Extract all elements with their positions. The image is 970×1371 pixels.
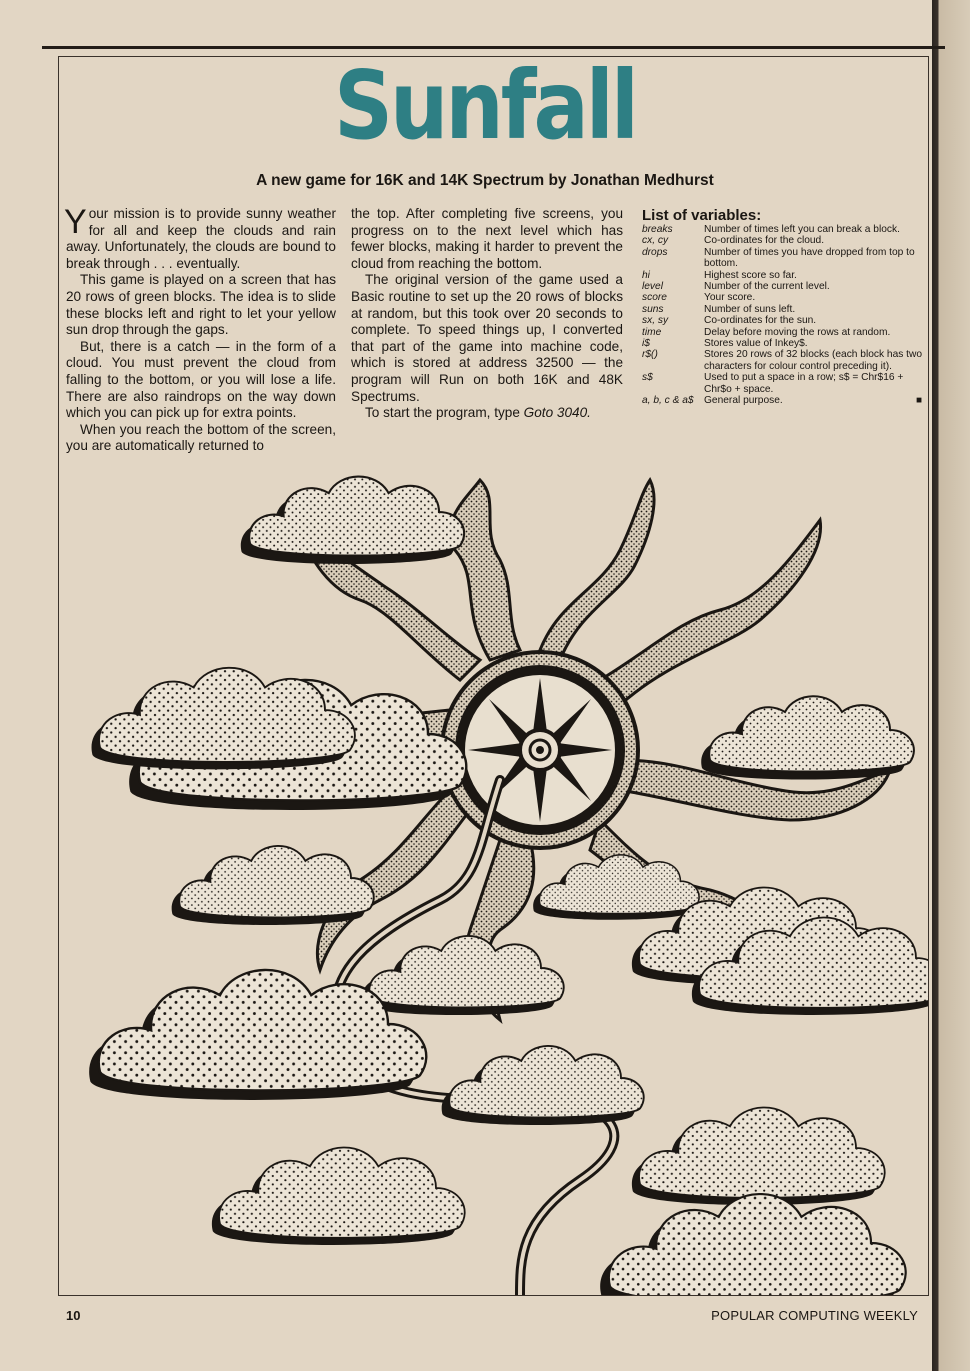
variable-name: a, b, c & a$ [642,395,694,407]
page-gutter-edge [932,0,970,1371]
paragraph-2: This game is played on a screen that has 20 rows of green blocks. The idea is to slide these blocks left and right to let your yellow sun drop through the gaps. [66,272,336,338]
variable-description: Number of suns left. [704,303,796,315]
variable-description: Number of the current level. [704,281,830,293]
variable-description: Delay before moving the rows at random. [704,326,891,338]
page-number: 10 [66,1308,81,1323]
publication-name: POPULAR COMPUTING WEEKLY [711,1308,918,1323]
variable-description: Number of times left you can break a block. [704,224,900,235]
sun-wheel [442,652,638,848]
drop-cap: Y [64,203,87,241]
paragraph-3: But, there is a catch — in the form of a cloud. You must prevent the cloud from falling to the bottom, or you will lose a life. There are also raindrops on the way down which you can pick up for extra points. [66,338,336,421]
variable-description: Used to put a space in a row; s$ = Chr$16 + Chr$o + space. [704,372,904,395]
variable-row [642,372,922,395]
article-subtitle: A new game for 16K and 14K Spectrum by Jonathan Medhurst [256,172,714,189]
variable-name: sx, sy [642,315,669,327]
paragraph-5: the top. After completing five screens, you progress on to the next level which has fewer blocks, making it harder to prevent the cloud from reaching the bottom. [351,206,623,271]
variable-name: cx, cy [642,235,669,247]
variables-rows [642,224,922,407]
variable-name: drops [642,246,668,258]
variable-row [642,304,922,315]
variable-description: Highest score so far. [704,269,797,281]
variable-description: Number of times you have dropped from top to bottom. [704,246,915,270]
variables-heading: List of variables: [642,207,762,224]
variable-row [642,224,922,235]
variable-row [642,349,922,372]
variable-description: Your score. [704,292,756,304]
variable-description: Co-ordinates for the cloud. [704,235,825,247]
variable-name: s$ [642,372,653,384]
variable-description: Stores 20 rows of 32 blocks (each block has two characters for colour control preceding it). [704,349,923,372]
paragraph-1 [64,203,336,272]
variable-row [642,292,922,303]
variable-row [642,395,922,406]
variable-name: time [642,326,662,338]
top-rule [42,46,945,49]
variable-name: score [642,292,667,304]
variable-name: hi [642,269,650,281]
variable-name: suns [642,303,664,315]
variable-name: r$() [642,349,658,361]
variable-row [642,247,922,270]
variable-row [642,281,922,292]
body-column-2 [351,206,623,422]
variable-name: breaks [642,224,673,235]
variable-row [642,235,922,246]
variable-name: i$ [642,338,650,350]
variable-row [642,270,922,281]
variable-description: General purpose. [704,395,783,407]
variable-row [642,338,922,349]
variable-description: Stores value of Inkey$. [704,338,808,350]
article-title: Sunfall [333,51,637,162]
end-mark: ■ [915,395,922,407]
body-column-1 [64,203,336,455]
paragraph-1-text: our mission is to provide sunny weather for all and keep the clouds and rain away. Unfortunately, the clouds are bound to break through . . . eventually. [66,206,336,271]
sunfall-illustration [60,460,928,1295]
variables-list [642,208,922,407]
goto-command: Goto 3040. [523,405,591,421]
paragraph-7 [351,405,623,422]
paragraph-7-text: To start the program, type [365,405,524,421]
paragraph-6: The original version of the game used a Basic routine to set up the 20 rows of blocks at random, but this took over 20 seconds to complete. To speed things up, I converted that part of the game into machine code, which is stored at address 32500 — the program will Run on both 16K and 48K Spectrums. [351,272,623,404]
variable-description: Co-ordinates for the sun. [704,315,817,327]
variable-name: level [642,281,663,293]
paragraph-4: When you reach the bottom of the screen, you are automatically returned to [66,421,336,454]
variable-row [642,315,922,326]
variable-row [642,327,922,338]
